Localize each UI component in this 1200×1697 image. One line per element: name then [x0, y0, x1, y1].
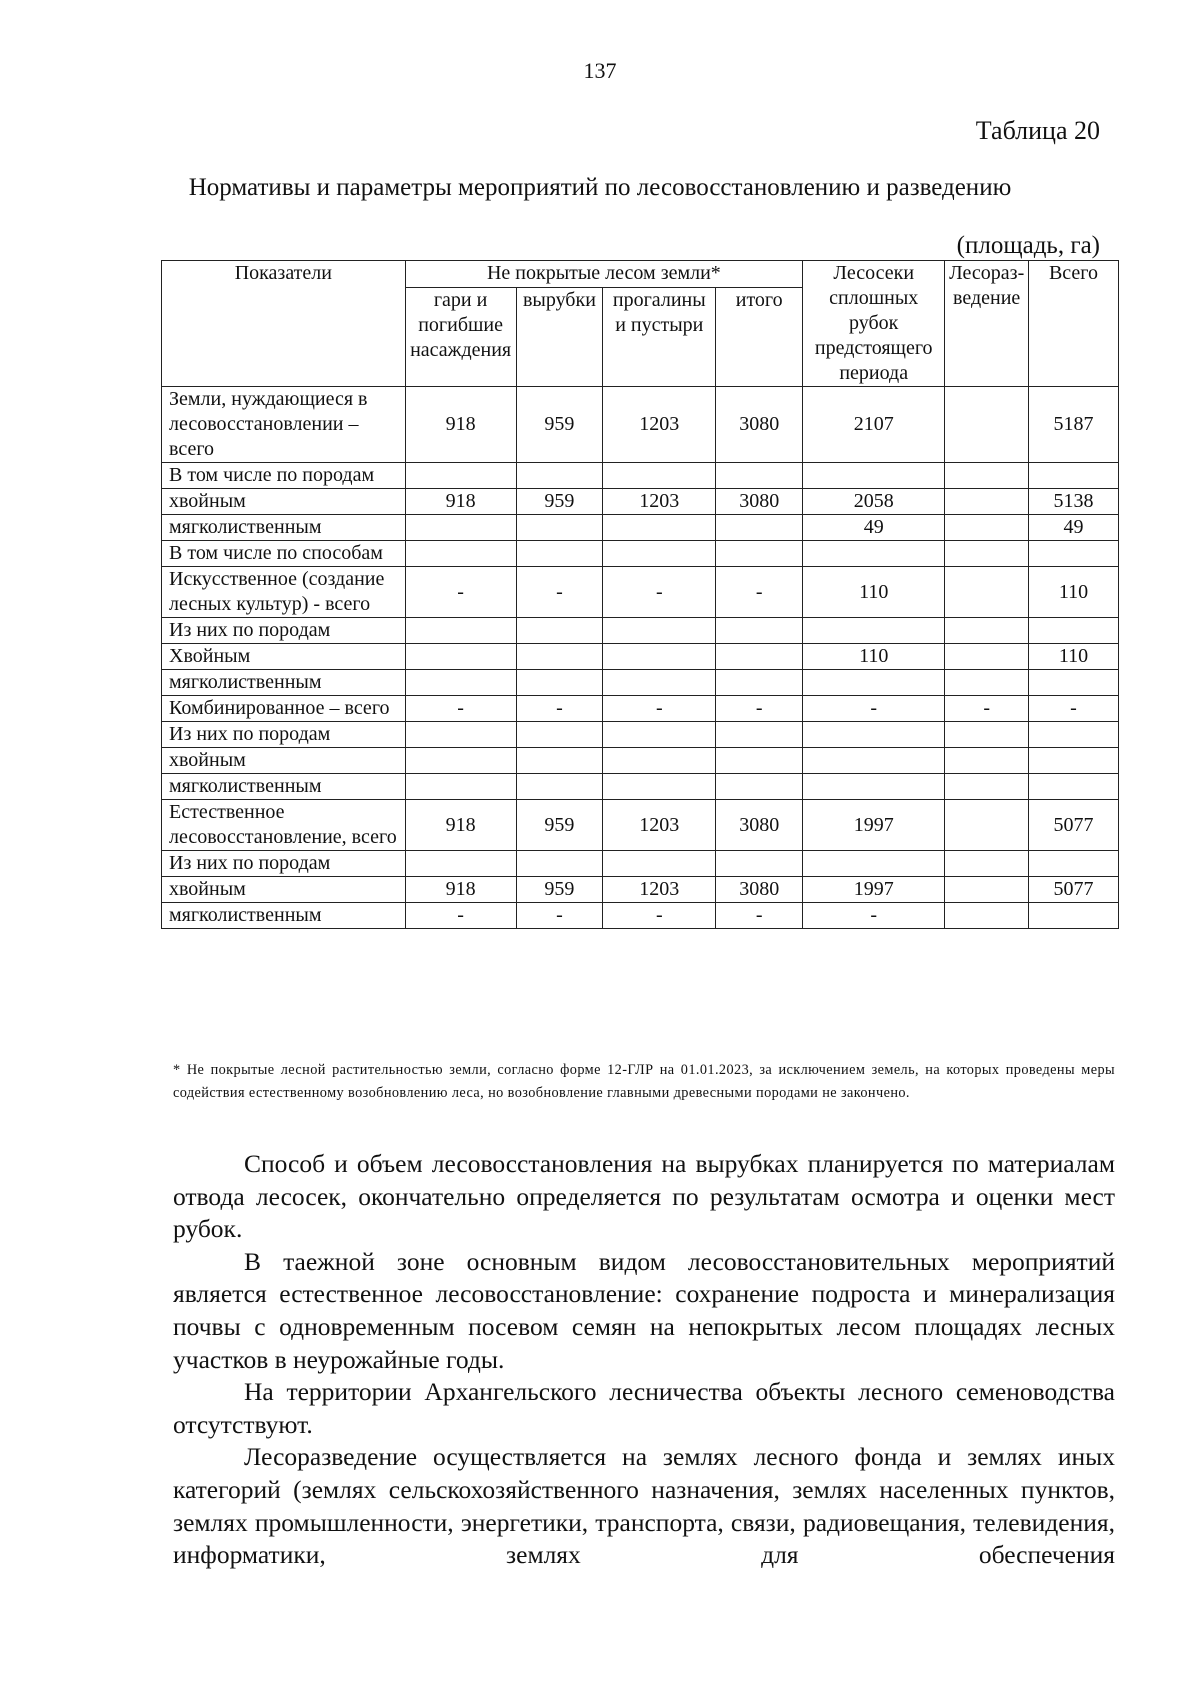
table-cell — [716, 670, 803, 696]
table-cell: - — [516, 696, 603, 722]
table-cell — [405, 463, 516, 489]
row-label: В том числе по породам — [162, 463, 406, 489]
table-cell: 1203 — [603, 489, 716, 515]
table-title: Нормативы и параметры мероприятий по лесовосстановлению и разведению — [188, 174, 1012, 201]
table-row — [162, 489, 1119, 515]
table-cell — [803, 851, 945, 877]
table-cell: 1997 — [803, 800, 945, 851]
normatives-table — [161, 260, 1119, 929]
table-row — [162, 387, 1119, 463]
row-label: мягколиственным — [162, 903, 406, 929]
header-total: Всего — [1029, 261, 1119, 387]
table-cell — [1029, 722, 1119, 748]
table-cell — [945, 877, 1029, 903]
table-cell: 2058 — [803, 489, 945, 515]
header-non-forested: Не покрытые лесом земли* — [405, 261, 802, 288]
page-number: 137 — [583, 58, 617, 83]
table-row — [162, 618, 1119, 644]
table-cell — [716, 618, 803, 644]
table-cell: - — [1029, 696, 1119, 722]
table-cell — [1029, 851, 1119, 877]
table-cell: 1203 — [603, 387, 716, 463]
table-cell: - — [516, 567, 603, 618]
table-cell — [945, 489, 1029, 515]
body-text — [173, 1148, 1115, 1572]
table-cell — [405, 748, 516, 774]
table-row — [162, 774, 1119, 800]
table-cell — [516, 851, 603, 877]
table-cell — [516, 670, 603, 696]
table-label: Таблица 20 — [975, 116, 1100, 145]
table-cell — [1029, 903, 1119, 929]
table-cell — [716, 463, 803, 489]
table-row — [162, 541, 1119, 567]
table-cell — [603, 748, 716, 774]
table-cell: 110 — [1029, 644, 1119, 670]
table-cell — [405, 644, 516, 670]
table-cell: - — [803, 903, 945, 929]
table-cell: - — [803, 696, 945, 722]
table-row — [162, 567, 1119, 618]
table-cell — [603, 722, 716, 748]
table-cell: 3080 — [716, 387, 803, 463]
table-cell: - — [716, 903, 803, 929]
table-cell — [716, 748, 803, 774]
table-cell — [716, 774, 803, 800]
row-label: Искусственное (создание лесных культур) - всего — [162, 567, 406, 618]
row-label: Земли, нуждающиеся в лесовосстановлении – всего — [162, 387, 406, 463]
row-label: хвойным — [162, 748, 406, 774]
table-cell — [803, 774, 945, 800]
table-cell — [716, 722, 803, 748]
table-row — [162, 748, 1119, 774]
table-cell — [405, 722, 516, 748]
table-cell — [405, 541, 516, 567]
row-label: Хвойным — [162, 644, 406, 670]
table-cell — [603, 644, 716, 670]
header-afforestation: Лесораз-ведение — [945, 261, 1029, 387]
paragraph: В таежной зоне основным видом лесовосстановительных мероприятий является естественное лесовосстановление: сохранение подроста и минерализация почвы с одновременным посевом семян на непокрытых лесом площадях лесных участков в неурожайные годы. — [173, 1246, 1115, 1374]
table-cell: 5077 — [1029, 800, 1119, 851]
table-cell — [1029, 541, 1119, 567]
table-cell: 110 — [803, 567, 945, 618]
table-cell — [603, 618, 716, 644]
table-cell: 5077 — [1029, 877, 1119, 903]
table-cell — [516, 722, 603, 748]
table-cell — [405, 670, 516, 696]
row-label: Из них по породам — [162, 722, 406, 748]
table-cell: - — [945, 696, 1029, 722]
table-row — [162, 515, 1119, 541]
table-cell — [716, 644, 803, 670]
table-cell — [803, 541, 945, 567]
table-cell — [516, 774, 603, 800]
table-row — [162, 903, 1119, 929]
table-cell — [945, 567, 1029, 618]
table-cell: - — [405, 696, 516, 722]
table-cell — [803, 748, 945, 774]
table-cell: 110 — [803, 644, 945, 670]
table-cell: - — [603, 903, 716, 929]
table-cell: - — [603, 567, 716, 618]
table-cell — [716, 851, 803, 877]
table-row — [162, 670, 1119, 696]
table-cell — [945, 387, 1029, 463]
table-cell — [603, 463, 716, 489]
table-cell: - — [405, 567, 516, 618]
table-cell — [516, 541, 603, 567]
table-cell — [603, 670, 716, 696]
table-cell — [1029, 774, 1119, 800]
table-cell: 1203 — [603, 877, 716, 903]
table-cell: 918 — [405, 800, 516, 851]
table-cell: 3080 — [716, 877, 803, 903]
table-cell: 959 — [516, 387, 603, 463]
header-cutting-areas: Лесосеки сплошных рубок предстоящего периода — [803, 261, 945, 387]
table-cell — [945, 618, 1029, 644]
table-cell — [603, 515, 716, 541]
table-cell — [405, 774, 516, 800]
table-cell — [716, 541, 803, 567]
table-cell — [945, 774, 1029, 800]
header-glades: прогалины и пустыри — [603, 288, 716, 387]
table-cell: - — [516, 903, 603, 929]
table-cell — [1029, 670, 1119, 696]
table-cell — [945, 722, 1029, 748]
table-cell: 3080 — [716, 800, 803, 851]
table-cell — [603, 541, 716, 567]
table-cell: 918 — [405, 877, 516, 903]
table-cell: 5187 — [1029, 387, 1119, 463]
row-label: Из них по породам — [162, 851, 406, 877]
table-cell — [716, 515, 803, 541]
table-cell — [945, 670, 1029, 696]
table-cell: 2107 — [803, 387, 945, 463]
table-row — [162, 851, 1119, 877]
table-cell: - — [716, 567, 803, 618]
table-row — [162, 463, 1119, 489]
table-cell — [945, 515, 1029, 541]
table-cell: - — [716, 696, 803, 722]
table-cell: 110 — [1029, 567, 1119, 618]
table-cell — [603, 851, 716, 877]
row-label: Комбинированное – всего — [162, 696, 406, 722]
table-cell — [803, 618, 945, 644]
table-cell: - — [603, 696, 716, 722]
table-cell — [803, 463, 945, 489]
table-cell — [945, 851, 1029, 877]
table-cell — [1029, 463, 1119, 489]
table-row — [162, 644, 1119, 670]
table-cell: 5138 — [1029, 489, 1119, 515]
table-cell — [803, 670, 945, 696]
table-cell — [405, 515, 516, 541]
header-burnt: гари и погибшие насаждения — [405, 288, 516, 387]
row-label: Из них по породам — [162, 618, 406, 644]
table-cell: 1997 — [803, 877, 945, 903]
header-indicators: Показатели — [162, 261, 406, 387]
table-cell: 49 — [1029, 515, 1119, 541]
table-cell: 918 — [405, 387, 516, 463]
table-row — [162, 722, 1119, 748]
table-cell — [516, 618, 603, 644]
table-row — [162, 800, 1119, 851]
table-cell: 1203 — [603, 800, 716, 851]
table-cell: 3080 — [716, 489, 803, 515]
table-footnote: * Не покрытые лесной растительностью земли, согласно форме 12-ГЛР на 01.01.2023, за исключением земель, на которых проведены меры содействия естественному возобновлению леса, но возобновление главными древесными породами не закончено. — [173, 1062, 1115, 1101]
table-cell — [405, 618, 516, 644]
row-label: Естественное лесовосстановление, всего — [162, 800, 406, 851]
table-cell — [945, 903, 1029, 929]
paragraph: Лесоразведение осуществляется на землях лесного фонда и землях иных категорий (землях сельскохозяйственного назначения, землях населенных пунктов, землях промышленности, энергетики, транспорта, связи, радиовещания, телевидения, информатики, землях для обеспечения — [173, 1442, 1115, 1570]
table-cell — [405, 851, 516, 877]
table-cell: 959 — [516, 800, 603, 851]
table-cell — [1029, 618, 1119, 644]
table-cell — [945, 800, 1029, 851]
header-subtotal: итого — [716, 288, 803, 387]
units-label: (площадь, га) — [956, 232, 1100, 259]
table-cell — [945, 541, 1029, 567]
table-cell — [803, 722, 945, 748]
table-cell — [516, 515, 603, 541]
table-row — [162, 877, 1119, 903]
table-cell — [945, 644, 1029, 670]
table-cell: 49 — [803, 515, 945, 541]
header-clearcuts: вырубки — [516, 288, 603, 387]
table-row — [162, 696, 1119, 722]
table-cell — [1029, 748, 1119, 774]
table-cell: 959 — [516, 877, 603, 903]
row-label: мягколиственным — [162, 515, 406, 541]
paragraph: Способ и объем лесовосстановления на вырубках планируется по материалам отвода лесосек, окончательно определяется по результатам осмотра и оценки мест рубок. — [173, 1149, 1115, 1244]
table-cell — [945, 463, 1029, 489]
row-label: В том числе по способам — [162, 541, 406, 567]
table-cell — [516, 463, 603, 489]
row-label: хвойным — [162, 877, 406, 903]
table-cell — [516, 748, 603, 774]
row-label: хвойным — [162, 489, 406, 515]
table-cell: - — [405, 903, 516, 929]
row-label: мягколиственным — [162, 670, 406, 696]
table-cell — [945, 748, 1029, 774]
table-cell: 918 — [405, 489, 516, 515]
paragraph: На территории Архангельского лесничества объекты лесного семеноводства отсутствуют. — [173, 1377, 1115, 1439]
row-label: мягколиственным — [162, 774, 406, 800]
table-cell — [603, 774, 716, 800]
table-cell: 959 — [516, 489, 603, 515]
table-cell — [516, 644, 603, 670]
